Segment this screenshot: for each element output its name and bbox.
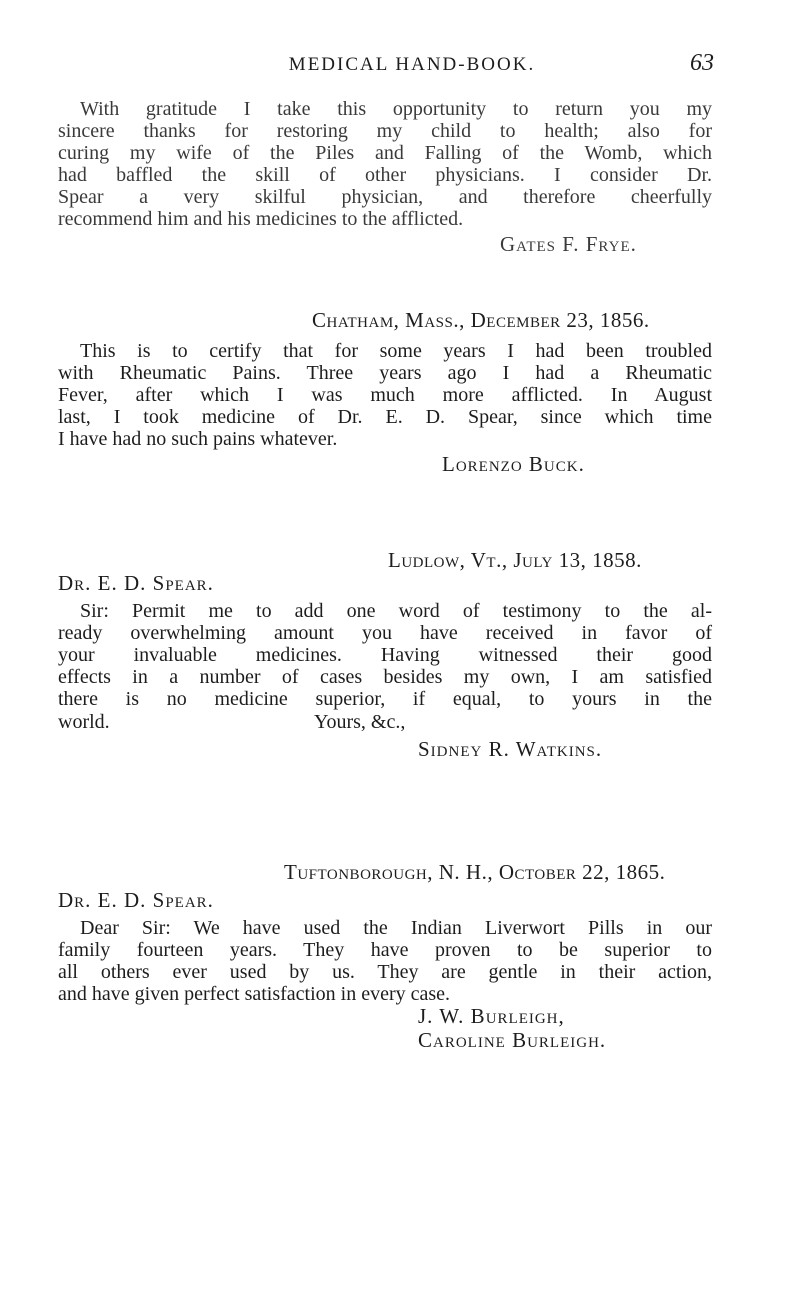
testimonial-frye-body (58, 98, 712, 230)
text-line: effects in a number of cases besides my own, I am satisfied (58, 666, 712, 688)
running-title: MEDICAL HAND-BOOK. (288, 54, 536, 75)
text-line: family fourteen years. They have proven to be superior to (58, 939, 712, 961)
text-line: with Rheumatic Pains. Three years ago I had a Rheumatic (58, 362, 712, 384)
salutation-spear: Dr. E. D. Spear. (58, 571, 214, 595)
signature-frye: Gates F. Frye. (500, 232, 637, 256)
signature-jw-burleigh: J. W. Burleigh, (418, 1004, 565, 1028)
text-line: your invaluable medicines. Having witnessed their good (58, 644, 712, 666)
text-line: With gratitude I take this opportunity to return you my (80, 98, 712, 120)
text-line: all others ever used by us. They are gentle in their action, (58, 961, 712, 983)
page-number: 63 (690, 50, 714, 76)
signature-buck: Lorenzo Buck. (442, 452, 585, 476)
text-line: recommend him and his medicines to the afflicted. (58, 208, 464, 230)
text-line: Spear a very skilful physician, and therefore cheerfully (58, 186, 712, 208)
final-line-world: world. (58, 711, 110, 733)
text-line: Fever, after which I was much more afflicted. In August (58, 384, 712, 406)
dateline-tuftonborough: Tuftonborough, N. H., October 22, 1865. (284, 860, 666, 884)
dateline-ludlow: Ludlow, Vt., July 13, 1858. (388, 548, 642, 572)
closing-yours: Yours, &c., (314, 711, 406, 733)
running-head (0, 48, 800, 78)
text-line: ready overwhelming amount you have received in favor of (58, 622, 712, 644)
text-line: curing my wife of the Piles and Falling of the Womb, which (58, 142, 712, 164)
salutation-spear-2: Dr. E. D. Spear. (58, 888, 214, 912)
text-line: there is no medicine superior, if equal, to yours in the (58, 688, 712, 710)
testimonial-burleigh-body (58, 917, 712, 1005)
signature-caroline-burleigh: Caroline Burleigh. (418, 1028, 607, 1052)
text-line: Dear Sir: We have used the Indian Liverwort Pills in our (80, 917, 712, 939)
text-line: I have had no such pains whatever. (58, 428, 338, 450)
dateline-chatham: Chatham, Mass., December 23, 1856. (312, 308, 650, 332)
testimonial-buck-body (58, 340, 712, 450)
text-line: and have given perfect satisfaction in every case. (58, 983, 451, 1005)
text-line: had baffled the skill of other physicians. I consider Dr. (58, 164, 712, 186)
testimonial-watkins-body (58, 600, 712, 710)
signature-watkins: Sidney R. Watkins. (418, 737, 603, 761)
text-line: last, I took medicine of Dr. E. D. Spear, since which time (58, 406, 712, 428)
text-line: This is to certify that for some years I had been troubled (80, 340, 712, 362)
text-line: Sir: Permit me to add one word of testimony to the al- (80, 600, 712, 622)
text-line: sincere thanks for restoring my child to health; also for (58, 120, 712, 142)
